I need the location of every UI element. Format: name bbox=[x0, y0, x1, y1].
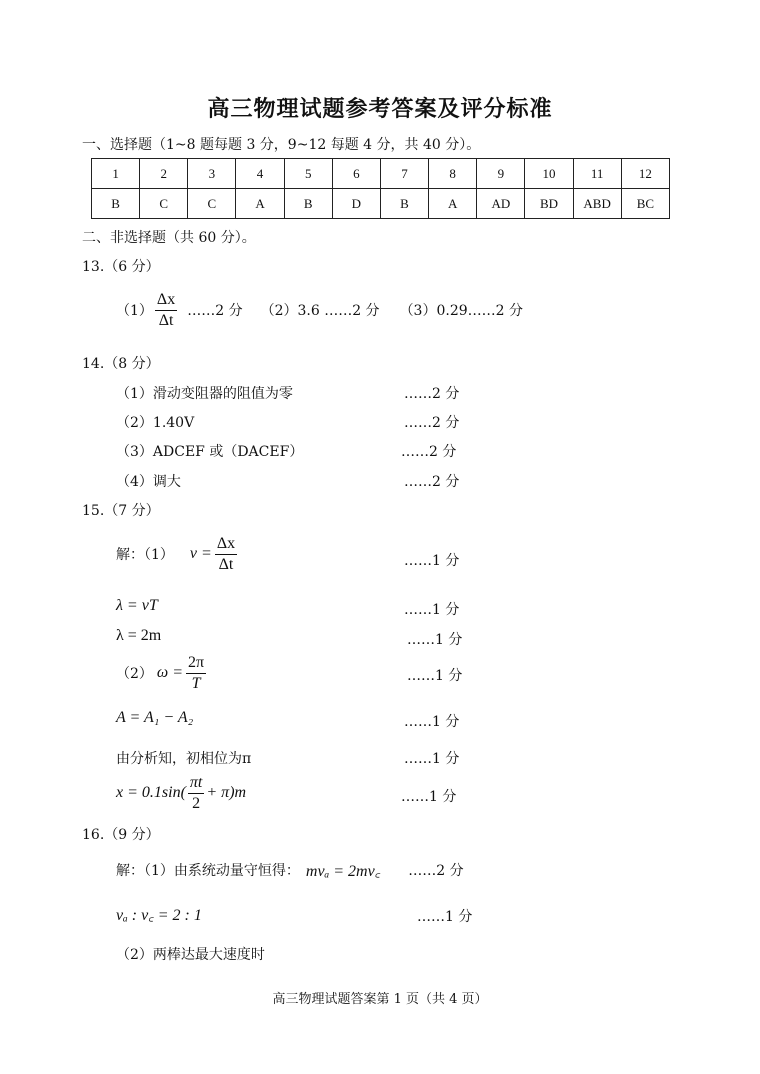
q15-step4-score: ……1 分 bbox=[407, 668, 463, 684]
q15-step4-denominator: T bbox=[191, 674, 201, 692]
q14-item-text: （1）滑动变阻器的阻值为零 bbox=[116, 386, 293, 402]
question-number-cell: 3 bbox=[188, 159, 236, 189]
page-footer: 高三物理试题答案第 1 页（共 4 页） bbox=[272, 992, 488, 1007]
q15-step4 bbox=[116, 654, 206, 692]
q15-step3: λ = 2m bbox=[116, 627, 162, 644]
q15-step2: λ = vT bbox=[116, 597, 158, 614]
section2-heading: 二、非选择题（共 60 分）。 bbox=[82, 230, 256, 246]
question-number-cell: 9 bbox=[477, 159, 525, 189]
q15-step1-numerator: Δx bbox=[215, 535, 237, 555]
q14-item-text: （4）调大 bbox=[116, 474, 181, 490]
q13-fraction-denominator: Δt bbox=[158, 311, 174, 329]
answer-cell: C bbox=[140, 189, 188, 219]
q13-part3: （3）0.29……2 分 bbox=[399, 303, 523, 320]
q15-step1-lhs: v = bbox=[189, 545, 212, 563]
answer-cell: B bbox=[92, 189, 140, 219]
question-number-cell: 7 bbox=[380, 159, 428, 189]
answer-table bbox=[91, 158, 670, 219]
answer-cell: A bbox=[236, 189, 284, 219]
q14-header: 14.（8 分） bbox=[82, 356, 160, 372]
q14-item-score: ……2 分 bbox=[404, 386, 460, 402]
question-number-cell: 8 bbox=[429, 159, 477, 189]
q15-step1-fraction bbox=[215, 535, 237, 573]
q13-part2: （2）3.6 ……2 分 bbox=[260, 303, 380, 320]
q15-header: 15.（7 分） bbox=[82, 503, 160, 519]
q15-step5-score: ……1 分 bbox=[404, 714, 460, 730]
q15-step7-fraction bbox=[188, 774, 204, 812]
q13-part1-score: ……2 分 bbox=[187, 303, 243, 320]
q15-step3-score: ……1 分 bbox=[407, 632, 463, 648]
q14-item-text: （2）1.40V bbox=[116, 415, 195, 431]
q15-step1-prefix: 解：（1） bbox=[116, 547, 174, 564]
question-number-cell: 11 bbox=[573, 159, 621, 189]
q16-step1-math: mvₐ = 2mv꜀ bbox=[305, 863, 381, 880]
q15-step7-numerator: πt bbox=[188, 774, 204, 794]
q13-fraction-numerator: Δx bbox=[155, 291, 177, 311]
q14-item-score: ……2 分 bbox=[404, 415, 460, 431]
question-number-cell: 6 bbox=[332, 159, 380, 189]
q14-item-text: （3）ADCEF 或（DACEF） bbox=[116, 444, 304, 460]
q15-step4-prefix: （2） bbox=[116, 666, 153, 683]
q16-step1-text: 解：（1）由系统动量守恒得： bbox=[116, 863, 300, 879]
q15-step7-denominator: 2 bbox=[192, 794, 201, 812]
q15-step7-score: ……1 分 bbox=[401, 789, 457, 805]
q15-step7-lhs: x = 0.1sin( bbox=[116, 784, 186, 802]
question-number-cell: 10 bbox=[525, 159, 573, 189]
q15-step1 bbox=[116, 535, 237, 573]
answer-cell: C bbox=[188, 189, 236, 219]
answer-cell: ABD bbox=[573, 189, 621, 219]
question-number-cell: 2 bbox=[140, 159, 188, 189]
q13-part1-fraction bbox=[155, 291, 177, 329]
q15-step7 bbox=[116, 774, 246, 812]
answer-table-number-row bbox=[92, 159, 670, 189]
q15-step6-score: ……1 分 bbox=[404, 751, 460, 767]
q16-step3: （2）两棒达最大速度时 bbox=[116, 947, 265, 963]
q15-step7-rhs: + π)m bbox=[206, 784, 247, 802]
answer-table-answer-row bbox=[92, 189, 670, 219]
answer-cell: BC bbox=[621, 189, 669, 219]
q13-header: 13.（6 分） bbox=[82, 259, 160, 275]
q16-step2: vₐ : v꜀ = 2 : 1 bbox=[116, 907, 202, 924]
q16-step1-score: ……2 分 bbox=[408, 863, 464, 879]
q15-step6: 由分析知，初相位为π bbox=[116, 751, 252, 767]
q16-step1 bbox=[116, 859, 464, 881]
q15-step5: A = A₁ − A₂ bbox=[116, 709, 194, 726]
q16-step2-score: ……1 分 bbox=[417, 909, 473, 925]
q14-item-score: ……2 分 bbox=[401, 444, 457, 460]
q15-step2-score: ……1 分 bbox=[404, 602, 460, 618]
q13-answer-line bbox=[116, 291, 523, 329]
q16-header: 16.（9 分） bbox=[82, 827, 160, 843]
answer-cell: D bbox=[332, 189, 380, 219]
q15-step4-lhs: ω = bbox=[156, 664, 184, 682]
answer-cell: B bbox=[380, 189, 428, 219]
answer-cell: BD bbox=[525, 189, 573, 219]
answer-cell: B bbox=[284, 189, 332, 219]
answer-cell: A bbox=[429, 189, 477, 219]
q15-step1-denominator: Δt bbox=[218, 555, 234, 573]
question-number-cell: 1 bbox=[92, 159, 140, 189]
question-number-cell: 4 bbox=[236, 159, 284, 189]
answer-cell: AD bbox=[477, 189, 525, 219]
q15-step4-fraction bbox=[186, 654, 206, 692]
question-number-cell: 5 bbox=[284, 159, 332, 189]
section1-heading: 一、选择题（1~8 题每题 3 分，9~12 每题 4 分，共 40 分）。 bbox=[82, 137, 481, 153]
q15-step4-numerator: 2π bbox=[186, 654, 206, 674]
page-title: 高三物理试题参考答案及评分标准 bbox=[207, 96, 553, 122]
question-number-cell: 12 bbox=[621, 159, 669, 189]
q14-item-score: ……2 分 bbox=[404, 474, 460, 490]
q13-part1-label: （1） bbox=[116, 303, 153, 320]
q15-step1-score: ……1 分 bbox=[404, 553, 460, 569]
